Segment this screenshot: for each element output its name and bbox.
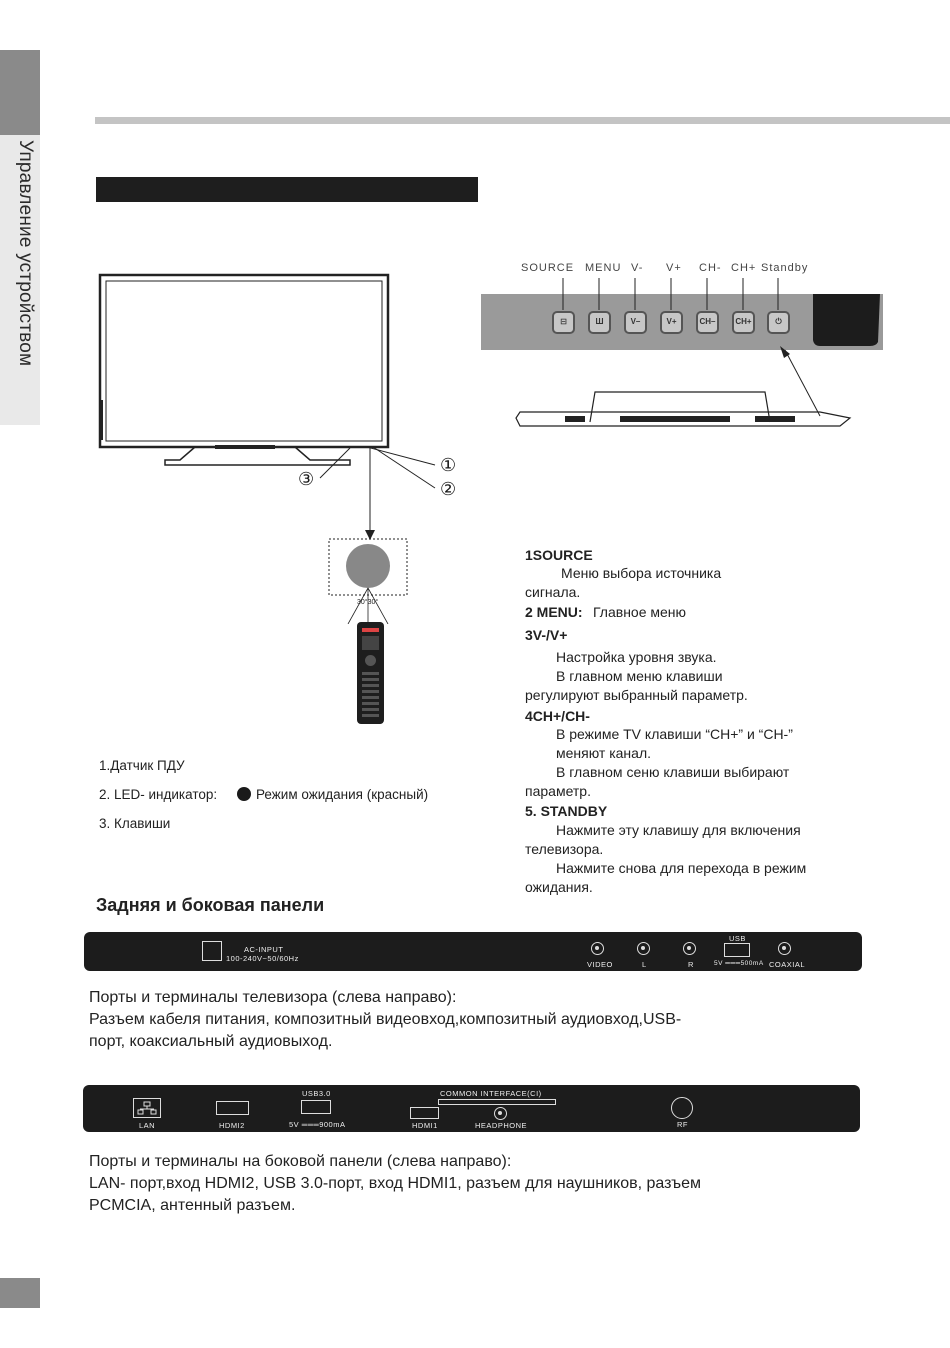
rear-section-heading: Задняя и боковая панели <box>96 895 325 915</box>
legend-item-1: 1.Датчик ПДУ <box>99 758 185 773</box>
ir-sensor-diagram <box>328 538 408 624</box>
headphone-port <box>494 1107 507 1120</box>
sensor-angle-label: 30°30° <box>357 599 379 606</box>
btn-label-source: SOURCE <box>521 262 575 274</box>
desc-ch-title: 4CH+/CH- <box>525 708 590 724</box>
headphone-label: HEADPHONE <box>475 1121 528 1130</box>
audio-l-port <box>637 942 650 955</box>
desc-vol-text1: Настройка уровня звука. <box>556 649 717 665</box>
hdmi1-port <box>410 1107 439 1119</box>
remote-control-icon <box>357 622 384 724</box>
desc-standby-title: 5. STANDBY <box>525 803 608 819</box>
side-text-line2: LAN- порт,вход HDMI2, USB 3.0-порт, вход HDMI1, разъем для наушников, разъем <box>89 1175 701 1192</box>
desc-ch-text3: В главном сеню клавиши выбирают <box>556 764 790 780</box>
coaxial-label: COAXIAL <box>769 960 806 969</box>
desc-menu-text: Главное меню <box>593 604 687 620</box>
rf-label: RF <box>677 1120 688 1129</box>
side-tab-marker <box>0 50 40 135</box>
callout-3: ③ <box>298 469 315 489</box>
rear-text-line1: Порты и терминалы телевизора (слева направо): <box>89 989 457 1006</box>
usb3-spec: 5V ═══900mA <box>289 1120 346 1129</box>
btn-label-chplus: CH+ <box>731 262 757 274</box>
video-label: VIDEO <box>587 960 613 969</box>
desc-source-text2: сигнала. <box>525 584 581 600</box>
btn-label-vminus: V- <box>631 262 644 274</box>
legend-item-2-status: Режим ожидания (красный) <box>256 787 429 802</box>
btn-label-vplus: V+ <box>666 262 682 274</box>
usb-spec: 5V ═══500mA <box>714 960 764 967</box>
source-key[interactable]: ⊟ <box>552 311 575 334</box>
section-title-bar <box>96 177 478 202</box>
desc-vol-title: 3V-/V+ <box>525 627 568 643</box>
usb-label: USB <box>729 934 746 943</box>
side-panel <box>83 1085 860 1132</box>
bottom-tab-marker <box>0 1278 40 1308</box>
usb3-label: USB3.0 <box>302 1089 331 1098</box>
hdmi2-port <box>216 1101 249 1115</box>
button-panel-diagram <box>480 274 890 434</box>
rear-text <box>89 987 681 1053</box>
desc-vol-text2: В главном меню клавиши <box>556 668 723 684</box>
coaxial-port <box>778 942 791 955</box>
menu-key[interactable]: Ш <box>588 311 611 334</box>
usb3-port <box>301 1100 331 1114</box>
header-rule <box>95 117 950 124</box>
side-text <box>89 1151 701 1217</box>
legend-item-3: 3. Клавиши <box>99 816 171 831</box>
ci-slot <box>438 1099 556 1105</box>
desc-standby-text1: Нажмите эту клавишу для включения <box>556 822 801 838</box>
btn-label-standby: Standby <box>761 262 809 274</box>
led-dot-icon <box>237 787 251 801</box>
ch-down-key[interactable]: CH– <box>696 311 719 334</box>
side-text-line3: PCMCIA, антенный разъем. <box>89 1197 296 1214</box>
standby-key[interactable]: ⏻ <box>767 311 790 334</box>
vol-up-key[interactable]: V+ <box>660 311 683 334</box>
hdmi2-label: HDMI2 <box>219 1121 245 1130</box>
audio-r-label: R <box>688 960 694 969</box>
legend-item-2: 2. LED- индикатор: <box>99 787 218 802</box>
ac-input-label: AC-INPUT <box>244 945 284 954</box>
lan-port-icon <box>133 1098 161 1118</box>
video-port <box>591 942 604 955</box>
desc-vol-text3: регулируют выбранный параметр. <box>525 687 748 703</box>
lan-label: LAN <box>139 1121 156 1130</box>
side-text-line1: Порты и терминалы на боковой панели (слева направо): <box>89 1153 512 1170</box>
callout-2: ② <box>440 479 457 499</box>
desc-ch-text1: В режиме TV клавиши “CH+” и “CH-” <box>556 726 793 742</box>
desc-ch-text4: параметр. <box>525 783 591 799</box>
btn-label-menu: MENU <box>585 262 622 274</box>
side-chapter-title: Управление устройством <box>15 140 36 367</box>
audio-r-port <box>683 942 696 955</box>
hdmi1-label: HDMI1 <box>412 1121 438 1130</box>
rear-text-line2: Разъем кабеля питания, композитный видеовход,композитный аудиовход,USB- <box>89 1011 682 1028</box>
desc-source-title: 1SOURCE <box>525 547 593 563</box>
rear-panel <box>84 932 862 971</box>
vol-down-key[interactable]: V– <box>624 311 647 334</box>
desc-standby-text4: ожидания. <box>525 879 593 895</box>
desc-menu-title: 2 MENU: <box>525 604 583 620</box>
btn-label-chminus: CH- <box>699 262 722 274</box>
ac-input-port <box>202 941 222 961</box>
audio-l-label: L <box>642 960 647 969</box>
rf-port <box>671 1097 693 1119</box>
arrow-to-sensor <box>360 500 380 540</box>
ci-label: COMMON INTERFACE(CI) <box>440 1089 542 1098</box>
callout-1: ① <box>440 455 457 475</box>
desc-standby-text3: Нажмите снова для перехода в режим <box>556 860 807 876</box>
usb-port <box>724 943 750 957</box>
ch-up-key[interactable]: CH+ <box>732 311 755 334</box>
rear-text-line3: порт, коаксиальный аудиовыход. <box>89 1033 333 1050</box>
ac-input-spec: 100-240V~50/60Hz <box>226 954 299 963</box>
tv-front-diagram <box>95 270 455 500</box>
desc-ch-text2: меняют канал. <box>556 745 652 761</box>
desc-source-text1: Меню выбора источника <box>561 565 722 581</box>
desc-standby-text2: телевизора. <box>525 841 604 857</box>
